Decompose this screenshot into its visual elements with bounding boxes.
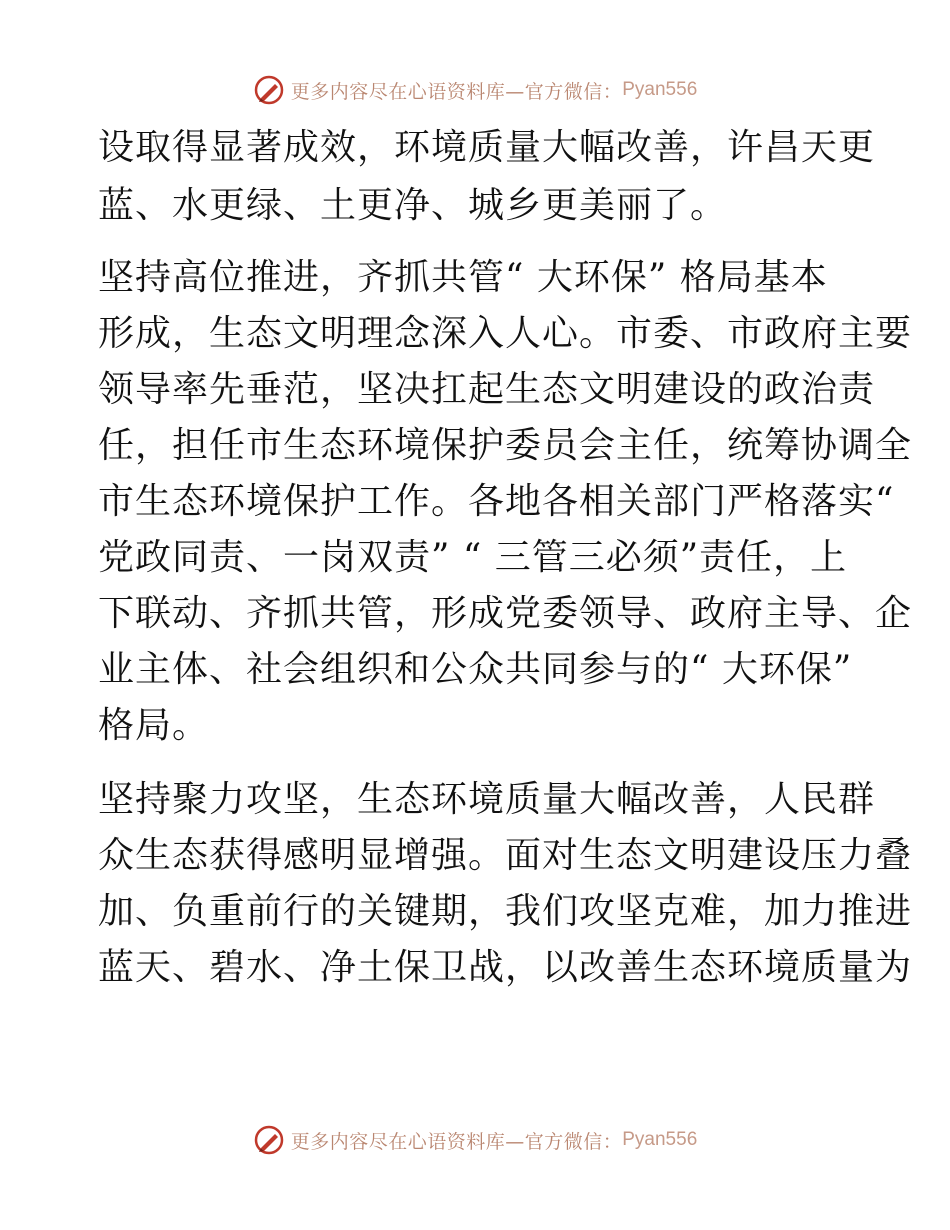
paragraph-2-line-8: 业主体、社会组织和公众共同参与的“ 大环保”: [98, 649, 853, 690]
paragraph-3-line-2: 众生态获得感明显增强。面对生态文明建设压力叠: [98, 835, 913, 876]
header-watermark-banner: [0, 72, 950, 108]
paragraph-1-line-2: 蓝、水更绿、土更净、城乡更美丽了。: [98, 185, 728, 226]
paragraph-3-line-1: 坚持聚力攻坚，生态环境质量大幅改善，人民群: [98, 779, 876, 820]
footer-banner-handle: Pyan556: [622, 1129, 698, 1150]
paragraph-2-line-1: 坚持高位推进，齐抓共管“ 大环保” 格局基本: [98, 257, 828, 298]
paragraph-2-line-7: 下联动、齐抓共管，形成党委领导、政府主导、企: [98, 593, 913, 634]
pen-logo-icon: [253, 1124, 285, 1156]
header-banner-handle: Pyan556: [622, 79, 698, 100]
paragraph-2-line-6: 党政同责、一岗双责” “ 三管三必须”责任，上: [98, 537, 848, 578]
footer-banner-text: 更多内容尽在心语资料库—官方微信：: [290, 1130, 623, 1153]
header-banner-text: 更多内容尽在心语资料库—官方微信：: [290, 80, 623, 103]
pen-logo-icon: [253, 74, 285, 106]
paragraph-1-line-1: 设取得显著成效，环境质量大幅改善，许昌天更: [98, 127, 876, 168]
footer-watermark-banner: [0, 1122, 950, 1158]
paragraph-2-line-5: 市生态环境保护工作。各地各相关部门严格落实“: [98, 481, 895, 522]
paragraph-2-line-9: 格局。: [98, 705, 210, 746]
paragraph-3-line-3: 加、负重前行的关键期，我们攻坚克难，加力推进: [98, 891, 913, 932]
paragraph-2-line-4: 任，担任市生态环境保护委员会主任，统筹协调全: [98, 425, 913, 466]
paragraph-2-line-2: 形成，生态文明理念深入人心。市委、市政府主要: [98, 313, 913, 354]
paragraph-3-line-4: 蓝天、碧水、净土保卫战，以改善生态环境质量为: [98, 947, 913, 988]
paragraph-2-line-3: 领导率先垂范，坚决扛起生态文明建设的政治责: [98, 369, 876, 410]
